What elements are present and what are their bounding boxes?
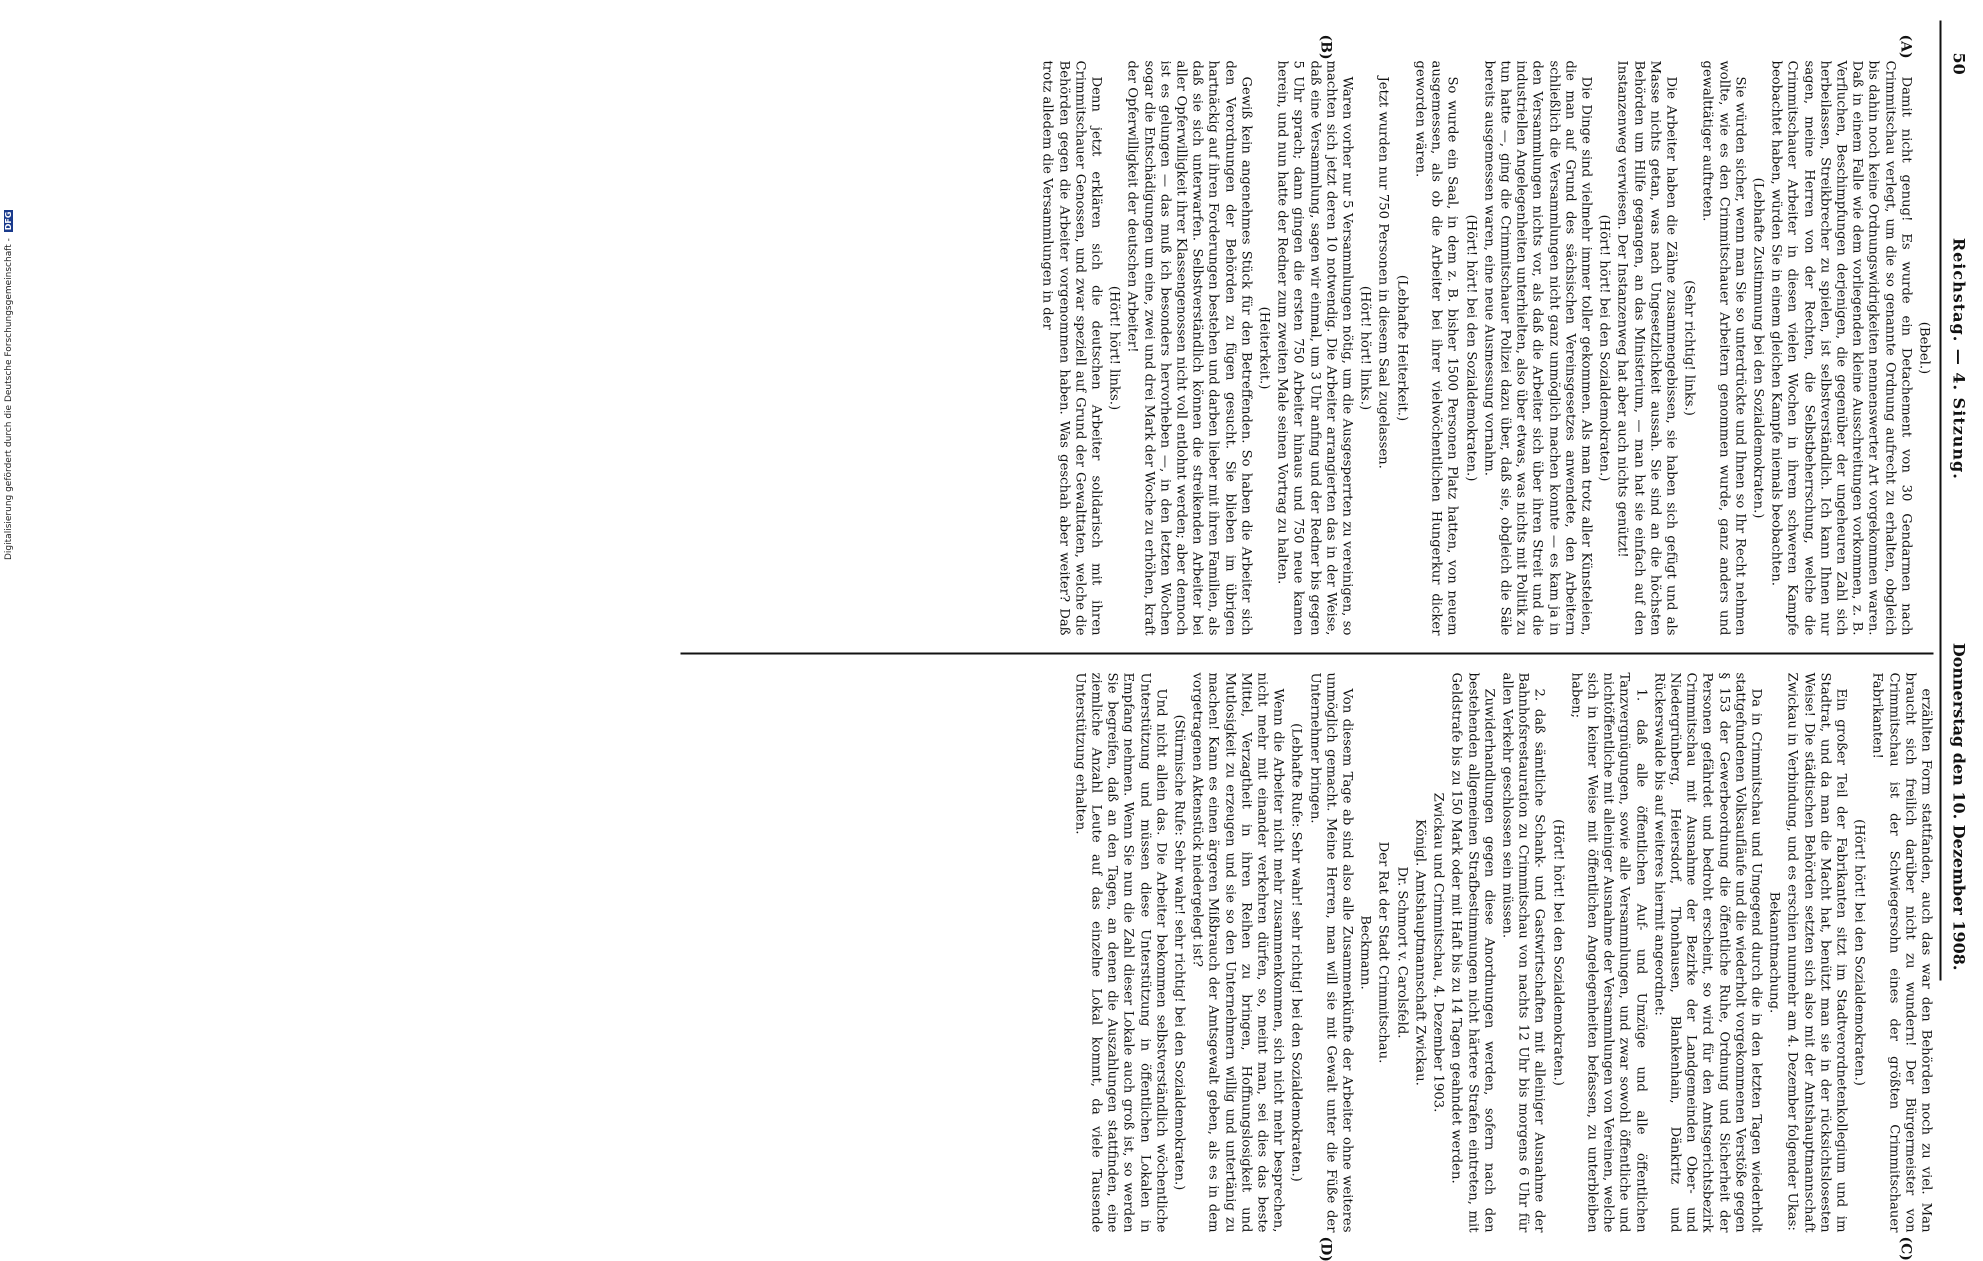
- right-paragraph: Und nicht allein das. Die Arbeiter bekommen selbstverständlich wöchentliche Unterstützung und müssen diese Unterstützung in öffentlichen Lokalen in Empfang nehmen. Wenn Sie nun die Zahl dieser Lokale auch groß ist, so werden Sie begreifen, daß an den Tagen, an denen die Auszahlungen stattfinden, eine ziemliche Anzahl Leute auf das einzelne Lokal kommt, da viele Tausende Unterstützung erhalten.: [1071, 672, 1168, 1232]
- right-paragraph: (Hört! hört! bei den Sozialdemokraten.): [1851, 818, 1867, 1086]
- right-paragraph: Beckmann.: [1357, 914, 1373, 990]
- left-paragraph: Jetzt wurden nur 750 Personen in diesem Saal zugelassen.: [1375, 76, 1391, 469]
- left-paragraph: (Bebel.): [1916, 321, 1931, 374]
- left-paragraph: Die Dinge sind vielmehr immer toller gekommen. Als man trotz aller Künsteleien, die man auf Grund des sächsischen Vereinsgesetzes anwendete, den Arbeitern schließlich die Versammlungen nicht ganz unmöglich machen konnte — es kam ja in den Versammlungen nichts vor, als daß die Arbeiter sich über ihren Streit und die industriellen Angelegenheiten unterhielten, also über etwas, was nichts mit Politik zu tun hatte —, ging die Crimmitschauer Polizei dazu über, daß sie, obgleich die Säle bereits ausgemessen waren, eine neue Ausmessung vornahm.: [1480, 60, 1593, 635]
- margin-marker-b: (B): [1317, 34, 1333, 60]
- right-paragraph: Da in Crimmitschau und Umgegend durch die in den letzten Tagen wiederholt stattgefundenen Volksaufläufe und die wiederholt vorgekommenen Verstöße gegen § 153 der Gewerbeordnung die öffentliche Ruhe, Ordnung und Sicherheit der Personen gefährdet und bedroht erscheint, so wird für den Amtsgerichtsbezirk Crimmitschau mit Ausnahme der Bezirke der Landgemeinden Ober- und Niedergrünberg, Heiersdorf, Thonhausen, Blankenhain, Dänkritz und Rückerswalde bis auf weiteres hiermit angeordnet:: [1650, 672, 1763, 1232]
- margin-marker-d: (D): [1317, 1236, 1333, 1261]
- right-paragraph: erzählten Form stattfanden, auch das war den Behörden noch zu viel. Man braucht sich freilich darüber nicht zu wundern! Der Bürgermeister von Crimmitschau ist der Schwiegersohn eines der größten Crimmitschauer Fabrikanten!: [1869, 672, 1933, 1232]
- left-paragraph: Denn jetzt erklären sich die deutschen Arbeiter solidarisch mit ihren Crimmitschauer Genossen, und zwar speziell auf Grund der Gewalttaten, welche die Behörden gegen die Arbeiter vorgenommen haben. Was geschah aber weiter? Daß trotz alledem die Versammlungen in der: [1039, 60, 1104, 635]
- right-paragraph: 1. daß alle öffentlichen Auf- und Umzüge und alle öffentlichen Tanzvergnügungen, sowie alle Versammlungen, und zwar sowohl öffentliche und nichtöffentliche mit alleiniger Ausnahme der Versammlungen von Vereinen, welche sich in keiner Weise mit öffentlichen Angelegenheiten befassen, zu unterbleiben haben;: [1567, 672, 1648, 1232]
- left-paragraph: (Hört! hört! links.): [1357, 285, 1373, 410]
- margin-marker-a: (A): [1897, 34, 1913, 59]
- left-paragraph: (Sehr richtig! links.): [1681, 279, 1697, 416]
- left-paragraph: (Heiterkeit.): [1256, 306, 1272, 389]
- column-separator: [680, 652, 1933, 654]
- right-paragraph: (Hört! hört! bei den Sozialdemokraten.): [1549, 818, 1565, 1086]
- right-paragraph: Von diesem Tage ab sind also alle Zusammenkünfte der Arbeiter ohne weiteres unmöglich gemacht. Meine Herren, man will sie mit Gewalt unter die Füße der Unternehmer bringen.: [1306, 672, 1355, 1232]
- left-paragraph: (Hört! hört! links.): [1106, 285, 1122, 410]
- dfg-logo: DFG: [4, 211, 13, 231]
- left-paragraph: Sie würden sicher, wenn man Sie so unterdrückte und Ihnen so Ihr Recht nehmen wollte, wie es den Crimmitschauer Arbeitern genommen wurde, ganz anders und gewalttätiger auftreten.: [1699, 60, 1747, 635]
- page-header: [1945, 52, 1973, 970]
- left-paragraph: (Lebhafte Zustimmung bei den Sozialdemokraten.): [1749, 177, 1765, 518]
- right-column: [1069, 672, 1933, 1232]
- left-paragraph: (Lebhafte Heiterkeit.): [1393, 274, 1409, 421]
- right-paragraph: Zwickau und Crimmitschau, 4. Dezember 1903.: [1430, 792, 1446, 1112]
- right-paragraph: Königl. Amtshauptmannschaft Zwickau.: [1411, 818, 1427, 1086]
- right-paragraph: Wenn die Arbeiter nicht mehr zusammenkommen, sich nicht mehr besprechen, nicht mehr mit einander verkehren dürfen, so, meint man, sei dies das beste Mittel, Verzagtheit in ihren Reihen zu bringen, Hoffnungslosigkeit und Mutlosigkeit zu erzeugen und sie so den Unternehmern willig und untertänig zu machen! Kann es einen ärgeren Mißbrauch der Amtsgewalt geben, als es in dem vorgetragenen Aktenstück niedergelegt ist?: [1189, 672, 1286, 1232]
- page-number: 50: [1949, 52, 1969, 75]
- left-paragraph: Damit nicht genug! Es wurde ein Detachement von 30 Gendarmen nach Crimmitschau verlegt, um die so genannte Ordnung aufrecht zu erhalten, obgleich bis dahin noch keine Ordnungswidrigkeiten nennenswerter Art vorgekommen waren. Daß in einem Falle wie dem vorliegenden kleine Ausschreitungen vorkommen, z. B. Verfluchen, Beschimpfungen derjenigen, die gegenüber der ungeheuren Zahl sich herbeilassen, Streikbrecher zu spielen, ist selbstverständlich. Ich kann Ihnen nur sagen, meine Herren von der Rechten, die Selbstbeherrschung, welche die Crimmitschauer Arbeiter in diesen vielen Wochen in ihrem schweren Kampfe beobachtet haben, würden Sie in einem gleichen Kampfe niemals beobachten.: [1768, 60, 1913, 635]
- right-paragraph: Dr. Schmort v. Carolsfeld.: [1393, 866, 1409, 1038]
- right-paragraph: 2. daß sämtliche Schank- und Gastwirtschaften mit alleiniger Ausnahme der Bahnhofsrestauration zu Crimmitschau von nachts 12 Uhr bis morgens 6 Uhr für allen Verkehr geschlossen sein müssen.: [1498, 672, 1547, 1232]
- left-paragraph: (Hört! hört! bei den Sozialdemokraten.): [1596, 214, 1612, 481]
- credit-text: Digitalisierung gefördert durch die Deutsche Forschungsgemeinschaft -: [4, 238, 14, 560]
- left-paragraph: (Hört! hört! bei den Sozialdemokraten.): [1462, 214, 1478, 481]
- right-paragraph: Ein großer Teil der Fabrikanten sitzt im Stadtverordnetenkollegium und im Stadtrat, und da man die Macht hat, benützt man sie in der rücksichtslosesten Weise! Die städtischen Behörden setzten sich also mit der Amtshauptmannschaft Zwickau in Verbindung, und es erschien nunmehr am 4. Dezember folgender Ukas:: [1784, 672, 1848, 1232]
- left-paragraph: Die Arbeiter haben die Zähne zusammengebissen, sie haben sich gefügt und als Masse nichts getan, was nach Ungesetzlichkeit aussah. Sie sind an die höchsten Behörden um Hilfe gegangen, an das Ministerium, — man hat sie einfach auf den Instanzenweg verwiesen. Der Instanzenweg hat aber auch nichts genützt!: [1614, 60, 1678, 635]
- left-paragraph: Gewiß kein angenehmes Stück für den Betreffenden. So haben die Arbeiter sich den Verordnungen der Behörden zu fügen gesucht. Sie blieben im übrigen hartnäckig auf ihren Forderungen bestehen und darben lieber mit ihren Familien, als daß sie sich unterwarfen. Selbstverständlich können die streikenden Arbeiter bei aller Opferwilligkeit ihrer Klassengenossen nicht voll entlohnt werden; aber dennoch ist es gelungen — das muß ich besonders hervorheben —, in den letzten Wochen sogar die Entschädigungen um eine, zwei und drei Mark der Woche zu erhöhen, kraft der Opferwilligkeit der deutschen Arbeiter!: [1124, 60, 1253, 635]
- right-paragraph: Bekanntmachung.: [1766, 891, 1782, 1013]
- right-paragraph: Der Rat der Stadt Crimmitschau.: [1375, 841, 1391, 1063]
- header-title: Reichstag. — 4. Sitzung.: [1949, 237, 1969, 480]
- right-paragraph: (Stürmische Rufe: Sehr wahr! sehr richtig! bei den Sozialdemokraten.): [1171, 714, 1187, 1190]
- left-paragraph: So wurde ein Saal, in dem z. B. bisher 1500 Personen Platz hatten, von neuem ausgemessen, als ob die Arbeiter bei ihrer vielwöchentlichen Hungerkur dicker geworden wären.: [1411, 60, 1460, 635]
- margin-marker-c: (C): [1897, 1236, 1913, 1261]
- header-date: Donnerstag den 10. Dezember 1908.: [1949, 642, 1969, 970]
- right-paragraph: (Lebhafte Rufe: Sehr wahr! sehr richtig! bei den Sozialdemokraten.): [1288, 722, 1304, 1182]
- document-page: [600, 0, 1983, 1261]
- header-rule: [1939, 20, 1941, 980]
- left-paragraph: Waren vorher nur 5 Versammlungen nötig, um die Ausgesperrten zu vereinigen, so machten sich jetzt deren 10 notwendig. Die Arbeiter arrangierten das in der Weise, daß eine Versammlung, sagen wir einmal, um 3 Uhr anfing und der Redner bis gegen 5 Uhr sprach; dann gingen die ersten 750 Arbeiter hinaus und 750 neue kamen herein, und nun hatte der Redner zum zweiten Male seinen Vortrag zu halten.: [1274, 60, 1355, 635]
- digitization-credit: [4, 120, 20, 560]
- right-paragraph: Zuwiderhandlungen gegen diese Anordnungen werden, sofern nach den bestehenden allgemeinen Strafbestimmungen nicht härtere Strafen eintreten, mit Geldstrafe bis zu 150 Mark oder mit Haft bis zu 14 Tagen geahndet werden.: [1448, 672, 1496, 1232]
- left-column: [1036, 60, 1933, 635]
